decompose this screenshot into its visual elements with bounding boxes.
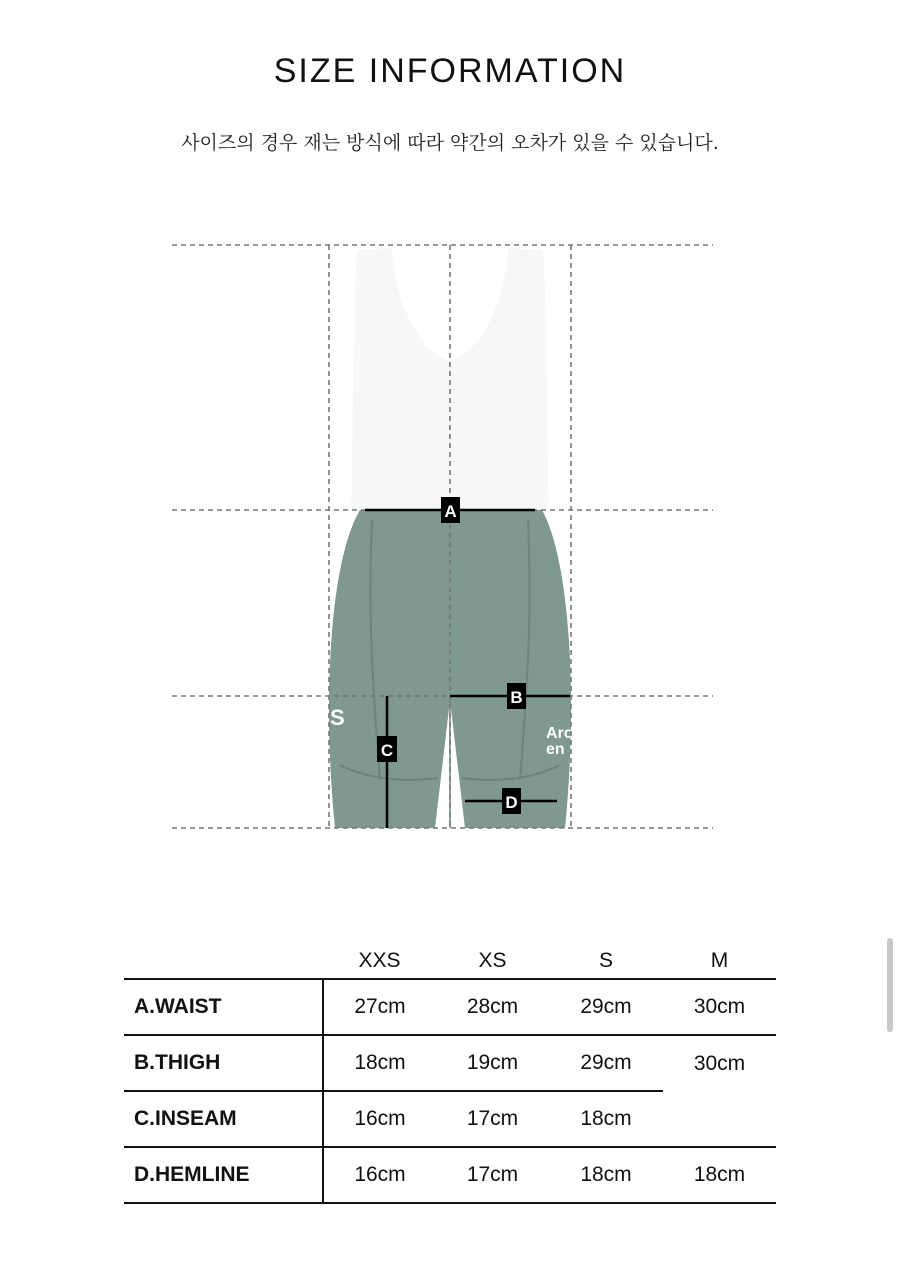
column-header-m: M — [663, 944, 776, 979]
logo-mark: Arc — [546, 725, 573, 742]
table-cell: 18cm — [549, 1091, 663, 1147]
table-row — [124, 1035, 776, 1091]
table-cell: 29cm — [549, 1035, 663, 1091]
row-label-thigh: B.THIGH — [124, 1035, 323, 1091]
table-cell: 30cm — [663, 979, 776, 1035]
row-label-waist: A.WAIST — [124, 979, 323, 1035]
column-header-s: S — [549, 944, 663, 979]
table-row — [124, 1091, 776, 1147]
table-cell: 30cm — [693, 1051, 746, 1075]
marker-c — [377, 736, 397, 762]
table-header-row — [124, 944, 776, 979]
row-label-hemline: D.HEMLINE — [124, 1147, 323, 1203]
table-cell: 18cm — [549, 1147, 663, 1203]
marker-a — [441, 497, 460, 523]
table-cell: 18cm — [663, 1147, 776, 1203]
marker-d — [502, 788, 521, 814]
table-cell: 16cm — [323, 1091, 436, 1147]
table-cell: 28cm — [436, 979, 549, 1035]
column-header-xs: XS — [436, 944, 549, 979]
table-cell-empty — [663, 1091, 776, 1147]
table-cell: 27cm — [323, 979, 436, 1035]
logo-mark-left: S — [330, 705, 345, 730]
table-row — [124, 1147, 776, 1203]
table-corner — [124, 944, 323, 979]
table-cell: 19cm — [436, 1035, 549, 1091]
table-cell: 18cm — [323, 1035, 436, 1091]
scrollbar-thumb[interactable] — [887, 938, 893, 1032]
page-title: SIZE INFORMATION — [273, 52, 627, 90]
table-cell: 17cm — [436, 1091, 549, 1147]
column-header-xxs: XXS — [323, 944, 436, 979]
table-cell: 29cm — [549, 979, 663, 1035]
row-label-inseam: C.INSEAM — [124, 1091, 323, 1147]
size-table — [124, 944, 776, 1204]
table-row — [124, 979, 776, 1035]
marker-b — [507, 683, 526, 709]
table-cell: 16cm — [323, 1147, 436, 1203]
page-subtitle: 사이즈의 경우 재는 방식에 따라 약간의 오차가 있을 수 있습니다. — [181, 132, 719, 154]
svg-text:C: C — [380, 741, 394, 760]
logo-mark-2: en — [546, 741, 565, 758]
svg-text:A: A — [444, 502, 457, 521]
table-cell: 17cm — [436, 1147, 549, 1203]
svg-text:B: B — [510, 688, 523, 707]
svg-text:D: D — [505, 793, 518, 812]
